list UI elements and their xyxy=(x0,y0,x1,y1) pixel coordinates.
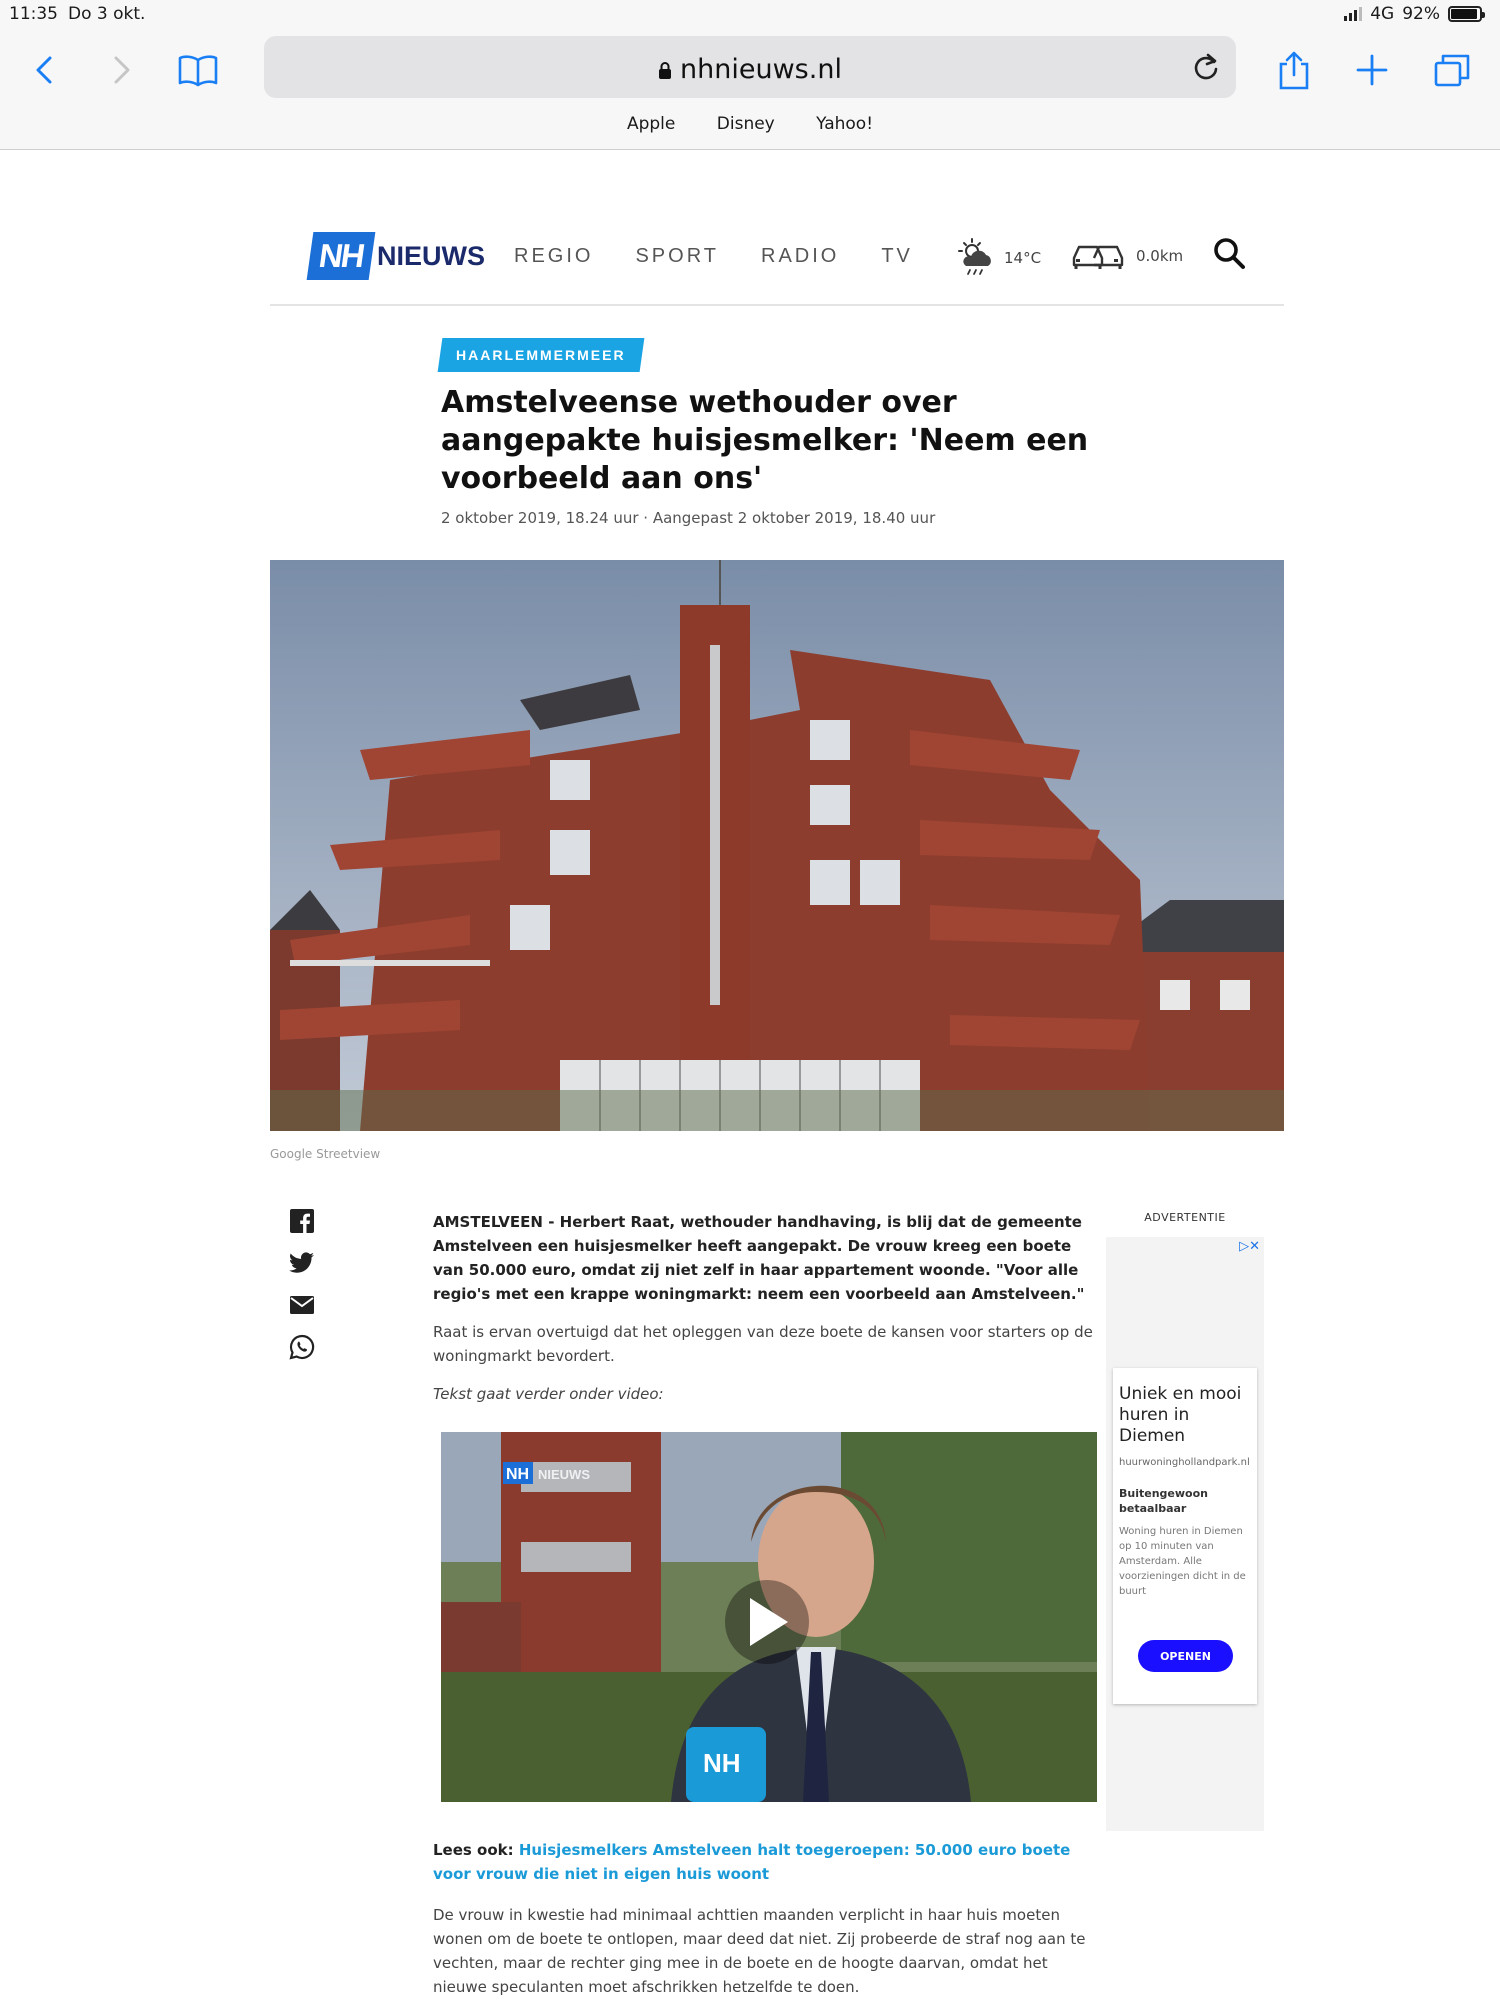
read-also xyxy=(433,1838,1105,1886)
favorite-disney[interactable]: Disney xyxy=(716,114,775,134)
favorite-yahoo[interactable]: Yahoo! xyxy=(816,114,874,134)
logo-mark: NH xyxy=(307,232,376,280)
nav-regio[interactable]: REGIO xyxy=(514,245,594,267)
new-tab-icon[interactable] xyxy=(1350,48,1394,92)
category-text: HAARLEMMERMEER xyxy=(456,347,626,363)
play-icon[interactable] xyxy=(725,1580,809,1664)
ad-open-button[interactable]: OPENEN xyxy=(1138,1640,1233,1672)
svg-text:NH: NH xyxy=(506,1466,530,1483)
video-player[interactable] xyxy=(441,1432,1097,1802)
photo-credit: Google Streetview xyxy=(270,1147,381,1161)
status-indicators xyxy=(1344,4,1482,24)
address-bar[interactable] xyxy=(264,36,1236,98)
mail-icon[interactable] xyxy=(288,1292,316,1318)
ad-subtitle: Buitengewoon betaalbaar xyxy=(1119,1487,1208,1515)
ad-label: ADVERTENTIE xyxy=(1144,1211,1226,1224)
browser-toolbar xyxy=(0,30,1500,150)
status-time: 11:35 xyxy=(9,4,58,24)
read-also-link[interactable]: Huisjesmelkers Amstelveen halt toegeroepen: 50.000 euro boete voor vrouw die niet in eigen huis woont xyxy=(433,1841,1071,1883)
nav-sport[interactable]: SPORT xyxy=(635,245,719,267)
traffic-icon xyxy=(1070,238,1126,274)
weather-widget[interactable] xyxy=(956,236,1041,280)
status-bar xyxy=(0,0,1500,30)
url-text: nhnieuws.nl xyxy=(680,54,842,85)
reload-icon[interactable] xyxy=(1192,52,1220,86)
battery-percent: 92% xyxy=(1402,4,1440,24)
ad-title[interactable]: Uniek en mooi huren in Diemen xyxy=(1119,1384,1242,1446)
forward-icon[interactable] xyxy=(100,48,144,92)
article-lead: AMSTELVEEN - Herbert Raat, wethouder handhaving, is blij dat de gemeente Amstelveen een huisjesmelker heeft aangepakt. De vrouw kreeg een boete van 50.000 euro, omdat zij niet zelf in haar appartement woonde. "Voor alle regio's met een krappe woningmarkt: neem een voorbeeld aan Amstelveen." xyxy=(433,1213,1085,1303)
lock-icon xyxy=(658,56,672,87)
tabs-icon[interactable] xyxy=(1430,48,1474,92)
share-bar xyxy=(288,1208,316,1360)
article-paragraph: Raat is ervan overtuigd dat het opleggen van deze boete de kansen voor starters op de woningmarkt bevordert. xyxy=(433,1323,1093,1365)
ad-description: Woning huren in Diemen op 10 minuten van Amsterdam. Alle voorzieningen dicht in de buurt xyxy=(1119,1526,1246,1597)
article-paragraph-2: De vrouw in kwestie had minimaal achttien maanden verplicht in haar huis moeten wonen om de boete te ontlopen, maar deed dat niet. Zij probeerde de straf nog aan te vechten, maar de rechter ging mee in de boete en de hoogte daarvan, omdat het nieuwe speculanten moet afschrikken hetzelfde te doen. xyxy=(433,1906,1086,1996)
site-header xyxy=(270,222,1284,306)
hero-photo xyxy=(270,560,1284,1131)
battery-icon xyxy=(1448,6,1482,22)
nav-radio[interactable]: RADIO xyxy=(761,245,840,267)
ad-box[interactable] xyxy=(1106,1237,1264,1831)
read-also-label: Lees ook: xyxy=(433,1841,514,1859)
traffic-km: 0.0km xyxy=(1136,247,1184,265)
signal-icon xyxy=(1344,7,1362,21)
weather-temp: 14°C xyxy=(1004,249,1042,267)
twitter-icon[interactable] xyxy=(288,1250,316,1276)
bookmarks-icon[interactable] xyxy=(176,48,220,92)
main-nav xyxy=(514,245,913,268)
weather-icon xyxy=(956,236,996,280)
nav-tv[interactable]: TV xyxy=(881,245,913,267)
article-body xyxy=(433,1210,1105,1406)
status-date: Do 3 okt. xyxy=(68,4,146,24)
logo-word: NIEUWS xyxy=(377,240,485,271)
ad-domain: huurwoninghollandpark.nl xyxy=(1119,1457,1250,1468)
svg-text:NH: NH xyxy=(703,1748,741,1778)
share-icon[interactable] xyxy=(1272,48,1316,92)
facebook-icon[interactable] xyxy=(288,1208,316,1234)
network-type: 4G xyxy=(1370,4,1395,24)
favorites-bar xyxy=(0,114,1500,134)
favorite-apple[interactable]: Apple xyxy=(626,114,676,134)
ad-card[interactable] xyxy=(1113,1368,1257,1704)
video-note: Tekst gaat verder onder video: xyxy=(433,1385,664,1403)
category-label[interactable] xyxy=(438,338,644,372)
search-icon[interactable] xyxy=(1212,236,1246,274)
article-dateline: 2 oktober 2019, 18.24 uur · Aangepast 2 oktober 2019, 18.40 uur xyxy=(441,509,936,527)
article-headline: Amstelveense wethouder over aangepakte huisjesmelker: 'Neem een voorbeeld aan ons' xyxy=(441,385,1089,496)
whatsapp-icon[interactable] xyxy=(288,1334,316,1360)
traffic-widget[interactable] xyxy=(1070,238,1183,274)
site-logo[interactable] xyxy=(310,232,485,280)
back-icon[interactable] xyxy=(22,48,66,92)
video-logo: NIEUWS xyxy=(538,1467,590,1482)
adchoices-icon[interactable]: ▷✕ xyxy=(1239,1239,1260,1254)
